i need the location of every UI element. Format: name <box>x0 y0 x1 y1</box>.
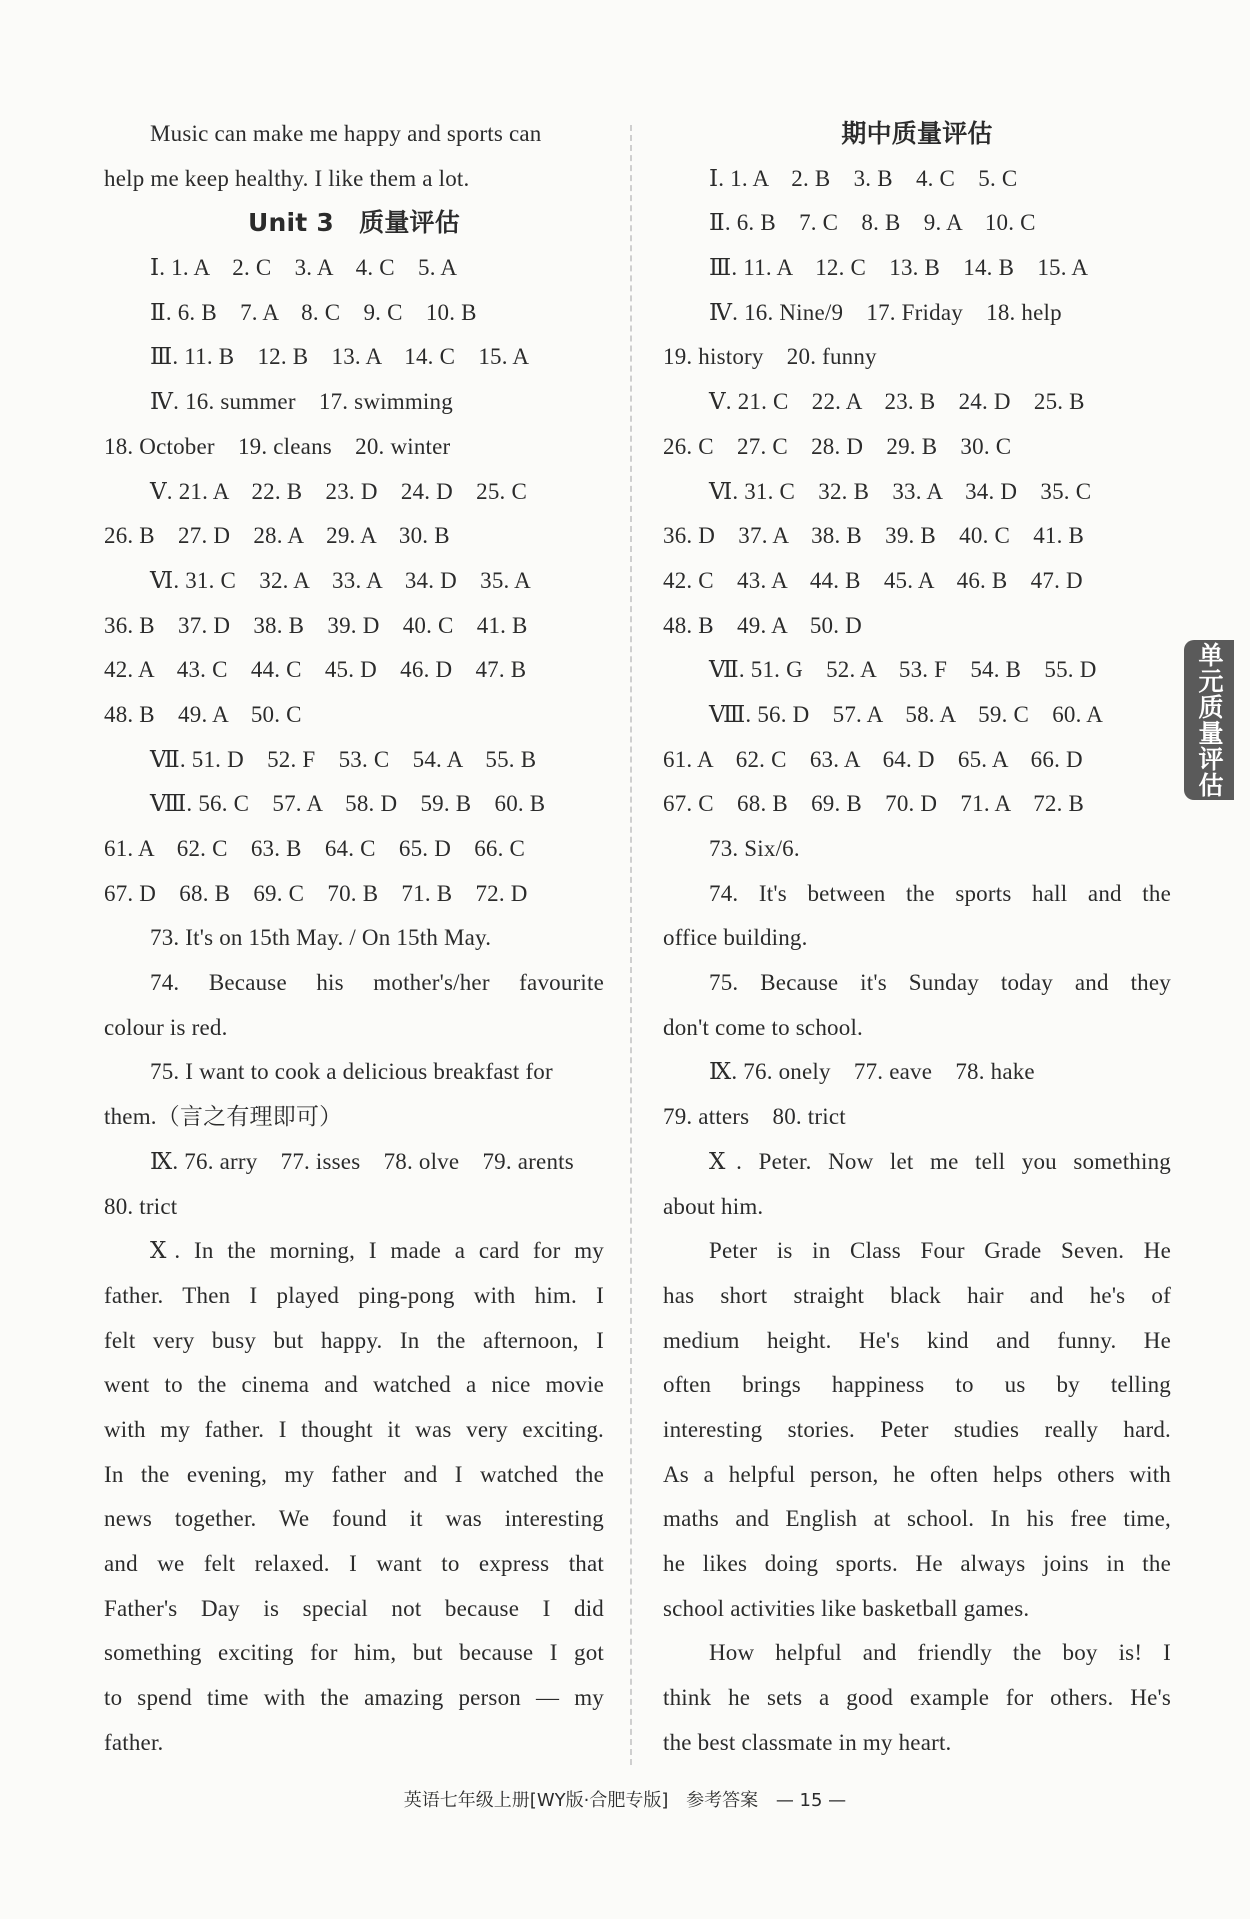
answer-line: Ⅹ. Peter. Now let me tell you something <box>709 1148 1171 1174</box>
answer-line: interesting stories. Peter studies really hard. <box>663 1416 1171 1442</box>
answer-line: Ⅳ. 16. Nine/9 17. Friday 18. help <box>709 299 1062 325</box>
answer-line: 73. Six/6. <box>709 836 800 861</box>
footer-book-title: 英语七年级上册[WY版·合肥专版] <box>403 1790 669 1811</box>
answer-line: Father's Day is special not because I did <box>104 1595 604 1621</box>
answer-line: Ⅷ. 56. C 57. A 58. D 59. B 60. B <box>150 791 546 817</box>
answer-line: 61. A 62. C 63. A 64. D 65. A 66. D <box>663 746 1083 772</box>
answer-line: 74. It's between the sports hall and the <box>709 880 1171 906</box>
answer-line: 75. Because it's Sunday today and they <box>709 970 1171 996</box>
section-side-tab[interactable]: 单元质量评估 <box>1184 640 1234 800</box>
answer-line: Ⅴ. 21. A 22. B 23. D 24. D 25. C <box>150 478 527 504</box>
answer-line: Ⅶ. 51. D 52. F 53. C 54. A 55. B <box>150 746 537 772</box>
answer-line: colour is red. <box>104 1014 228 1040</box>
answer-line: 42. A 43. C 44. C 45. D 46. D 47. B <box>104 657 527 683</box>
right-column <box>663 112 1171 1765</box>
answer-line: Ⅲ. 11. A 12. C 13. B 14. B 15. A <box>709 255 1089 281</box>
left-column <box>104 112 604 1765</box>
answer-line: 26. B 27. D 28. A 29. A 30. B <box>104 523 450 549</box>
answer-line: Peter is in Class Four Grade Seven. He <box>709 1238 1171 1264</box>
answer-line: 18. October 19. cleans 20. winter <box>104 433 451 459</box>
answer-line: went to the cinema and watched a nice movie <box>104 1372 604 1398</box>
answer-line: has short straight black hair and he's of <box>663 1282 1171 1308</box>
answer-line: the best classmate in my heart. <box>663 1729 952 1755</box>
answer-line: 19. history 20. funny <box>663 344 877 370</box>
answer-line: Ⅶ. 51. G 52. A 53. F 54. B 55. D <box>709 657 1097 683</box>
answer-line: something exciting for him, but because I got <box>104 1640 604 1666</box>
section-heading: Unit 3 质量评估 <box>248 208 460 238</box>
answer-line: Ⅱ. 6. B 7. C 8. B 9. A 10. C <box>709 210 1036 236</box>
answer-line: Ⅱ. 6. B 7. A 8. C 9. C 10. B <box>150 299 477 325</box>
answer-line: 48. B 49. A 50. D <box>663 612 862 638</box>
footer-section-label: 参考答案 <box>686 1790 759 1811</box>
answer-line: felt very busy but happy. In the afternoon, I <box>104 1327 604 1353</box>
answer-line: don't come to school. <box>663 1014 863 1040</box>
answer-line: Ⅸ. 76. arry 77. isses 78. olve 79. arents <box>150 1148 574 1174</box>
answer-line: Ⅰ. 1. A 2. B 3. B 4. C 5. C <box>709 165 1018 191</box>
answer-line: 67. C 68. B 69. B 70. D 71. A 72. B <box>663 791 1085 817</box>
answer-line: 36. B 37. D 38. B 39. D 40. C 41. B <box>104 612 528 638</box>
answer-line: Ⅰ. 1. A 2. C 3. A 4. C 5. A <box>150 255 458 281</box>
answer-line: Ⅲ. 11. B 12. B 13. A 14. C 15. A <box>150 344 530 370</box>
answer-line: news together. We found it was interesting <box>104 1506 604 1532</box>
answer-line: Ⅴ. 21. C 22. A 23. B 24. D 25. B <box>709 389 1085 415</box>
answer-line: father. <box>104 1729 164 1755</box>
answer-line: school activities like basketball games. <box>663 1595 1030 1621</box>
answer-line: 36. D 37. A 38. B 39. B 40. C 41. B <box>663 523 1085 549</box>
answer-line: In the evening, my father and I watched the <box>104 1461 604 1487</box>
answer-line: and we felt relaxed. I want to express that <box>104 1551 604 1576</box>
answer-line: 80. trict <box>104 1193 178 1219</box>
answer-line: them.（言之有理即可） <box>104 1104 343 1130</box>
answer-line: 74. Because his mother's/her favourite <box>150 970 604 996</box>
answer-line: office building. <box>663 925 808 951</box>
answer-line: 67. D 68. B 69. C 70. B 71. B 72. D <box>104 880 528 906</box>
answer-line: 73. It's on 15th May. / On 15th May. <box>150 925 492 951</box>
answer-line: Ⅵ. 31. C 32. A 33. A 34. D 35. A <box>150 567 531 593</box>
answer-line: 42. C 43. A 44. B 45. A 46. B 47. D <box>663 567 1083 593</box>
answer-line: think he sets a good example for others. He's <box>663 1685 1171 1711</box>
answer-line: to spend time with the amazing person — my <box>104 1685 604 1711</box>
page-number: — 15 — <box>775 1790 847 1811</box>
answer-line: Music can make me happy and sports can <box>150 121 542 146</box>
page-footer <box>0 1786 1250 1812</box>
answer-line: Ⅵ. 31. C 32. B 33. A 34. D 35. C <box>709 478 1092 504</box>
answer-line: he likes doing sports. He always joins in the <box>663 1551 1171 1576</box>
answer-line: father. Then I played ping-pong with him. I <box>104 1282 604 1308</box>
answer-line: often brings happiness to us by telling <box>663 1372 1171 1398</box>
answer-line: Ⅳ. 16. summer 17. swimming <box>150 389 453 415</box>
answer-line: Ⅹ. In the morning, I made a card for my <box>150 1238 604 1264</box>
answer-line: help me keep healthy. I like them a lot. <box>104 165 470 191</box>
column-divider <box>630 125 632 1765</box>
answer-line: Ⅷ. 56. D 57. A 58. A 59. C 60. A <box>709 701 1104 727</box>
answer-line: How helpful and friendly the boy is! I <box>709 1640 1171 1666</box>
answer-line: 26. C 27. C 28. D 29. B 30. C <box>663 433 1012 459</box>
answer-line: As a helpful person, he often helps others with <box>663 1461 1171 1487</box>
answer-line: medium height. He's kind and funny. He <box>663 1327 1171 1353</box>
section-heading: 期中质量评估 <box>841 119 993 148</box>
answer-line: Ⅸ. 76. onely 77. eave 78. hake <box>709 1059 1035 1085</box>
answer-line: 79. atters 80. trict <box>663 1104 846 1130</box>
answer-line: with my father. I thought it was very exciting. <box>104 1416 604 1442</box>
answer-line: about him. <box>663 1193 764 1219</box>
answer-line: 48. B 49. A 50. C <box>104 701 302 727</box>
answer-line: maths and English at school. In his free time, <box>663 1506 1171 1532</box>
answer-line: 75. I want to cook a delicious breakfast for <box>150 1059 553 1085</box>
answer-line: 61. A 62. C 63. B 64. C 65. D 66. C <box>104 836 526 861</box>
